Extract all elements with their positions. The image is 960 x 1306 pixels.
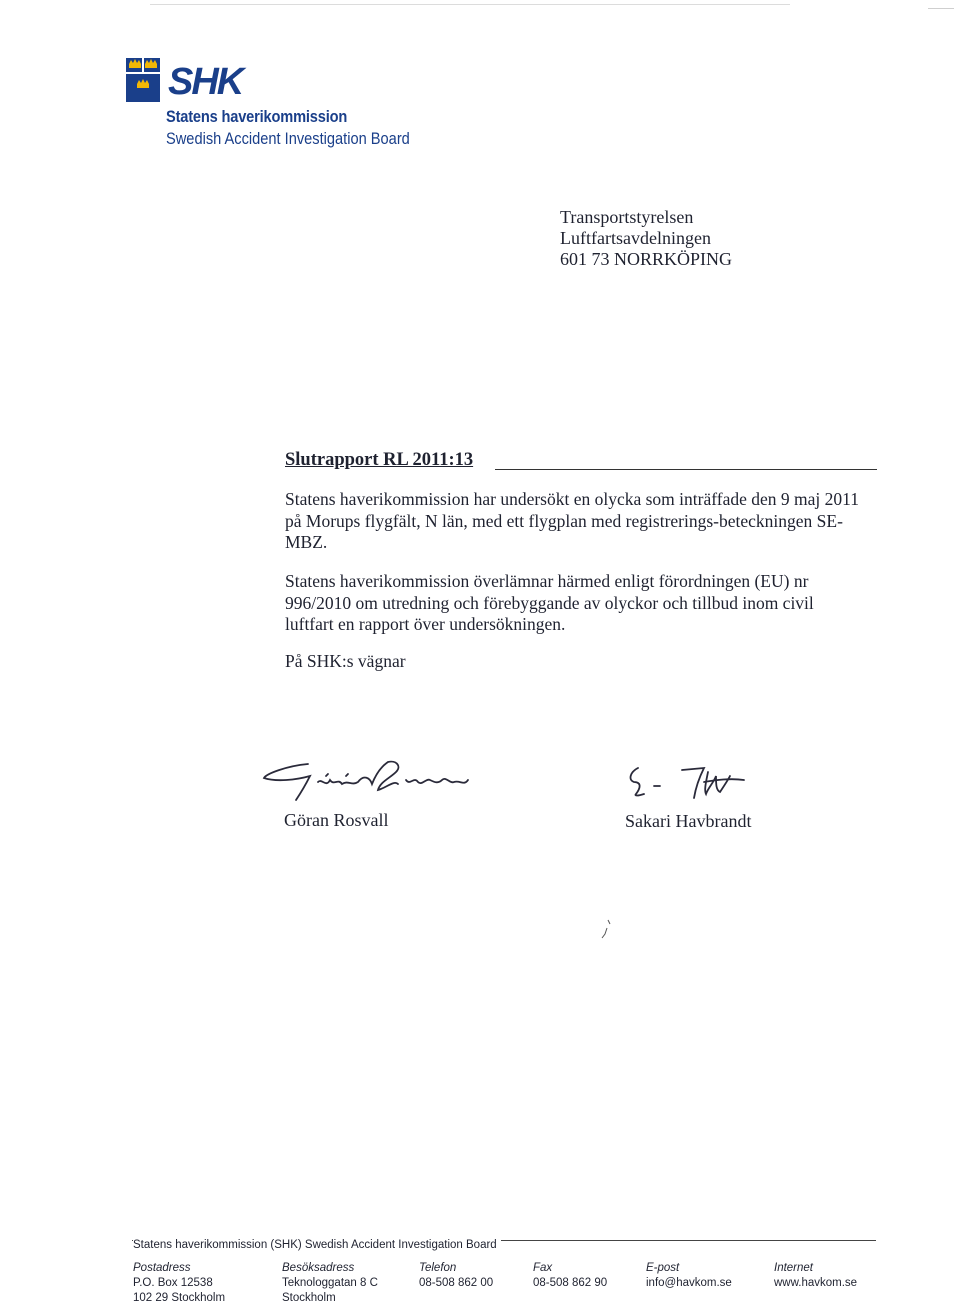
footer-postal-address xyxy=(133,1261,225,1306)
scan-artifact-line xyxy=(150,4,790,5)
footer-label: Besöksadress xyxy=(282,1262,355,1274)
stray-mark-icon xyxy=(598,918,614,947)
organization-name-sv: Statens haverikommission xyxy=(166,107,348,126)
footer-label: Fax xyxy=(533,1262,553,1274)
recipient-address xyxy=(560,207,732,270)
footer-label: Telefon xyxy=(419,1262,457,1274)
paragraph-investigation: Statens haverikommission har undersökt en olycka som inträffade den 9 maj 2011 på Morups flygfält, N län, med ett flygplan med registrerings-beteckningen SE-MBZ. xyxy=(285,489,859,552)
footer-website-link[interactable]: www.havkom.se xyxy=(774,1277,858,1289)
handwritten-signature-icon xyxy=(256,744,496,804)
footer-value: Stockholm xyxy=(282,1292,336,1304)
footer-visiting-address xyxy=(282,1261,378,1306)
footer-value: Teknologgatan 8 C xyxy=(282,1277,378,1289)
organization-name-en: Swedish Accident Investigation Board xyxy=(166,129,410,148)
recipient-line: 601 73 NORRKÖPING xyxy=(560,249,733,269)
signatory-name: Sakari Havbrandt xyxy=(625,811,752,831)
footer-phone xyxy=(419,1261,493,1291)
handwritten-signature-icon xyxy=(620,760,800,810)
scan-artifact-line xyxy=(928,8,954,9)
footer-label: E-post xyxy=(646,1262,680,1274)
shk-logo xyxy=(126,58,306,104)
heading-rule xyxy=(495,469,877,470)
footer-email-link[interactable]: info@havkom.se xyxy=(646,1277,732,1289)
shk-logo-text: SHK xyxy=(168,61,243,103)
footer-email xyxy=(646,1261,732,1291)
closing-line: På SHK:s vägnar xyxy=(285,651,406,671)
three-crowns-icon xyxy=(126,58,160,102)
footer-value: P.O. Box 12538 xyxy=(133,1277,213,1289)
footer-internet xyxy=(774,1261,857,1291)
paragraph-handover: Statens haverikommission överlämnar härmed enligt förordningen (EU) nr 996/2010 om utredning och förebyggande av olyckor och tillbud inom civil luftfart en rapport över undersökningen. xyxy=(285,571,814,634)
footer-value: 102 29 Stockholm xyxy=(133,1292,226,1304)
footer-organization: Statens haverikommission (SHK) Swedish Accident Investigation Board xyxy=(133,1239,501,1251)
report-heading-row xyxy=(285,450,877,474)
footer-fax xyxy=(533,1261,607,1291)
footer-value: 08-508 862 00 xyxy=(419,1277,494,1289)
footer-label: Postadress xyxy=(133,1262,191,1274)
signatory-name: Göran Rosvall xyxy=(284,810,389,830)
footer-value: 08-508 862 90 xyxy=(533,1277,608,1289)
recipient-line: Luftfartsavdelningen xyxy=(560,228,711,248)
report-heading: Slutrapport RL 2011:13 xyxy=(285,450,474,470)
organization-name-block xyxy=(166,106,450,150)
footer-label: Internet xyxy=(774,1262,813,1274)
recipient-line: Transportstyrelsen xyxy=(560,207,694,227)
